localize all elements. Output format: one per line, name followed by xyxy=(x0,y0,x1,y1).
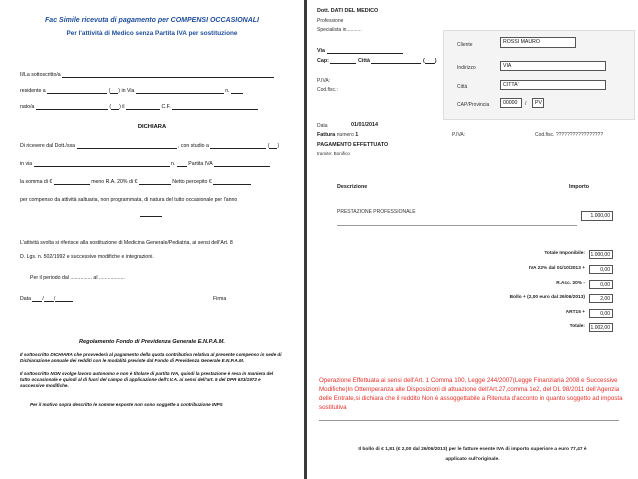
bollo-note-line1: Il bollo di € 1,81 (€ 2,00 dal 26/06/2013) per le fatture esente IVA di importo superiore a euro 77,47 è xyxy=(358,447,587,452)
field-ra[interactable] xyxy=(139,179,171,185)
field-netto[interactable] xyxy=(213,179,251,185)
iva-value[interactable]: 0,00 xyxy=(589,265,613,274)
racc-value[interactable]: 0,00 xyxy=(589,280,613,289)
medico-name: Dott. DATI DEL MEDICO xyxy=(317,8,379,14)
via-row: Via xyxy=(317,48,403,54)
attivita-line2: D. Lgs. n. 502/1992 e successive modifiche e integrazioni. xyxy=(20,254,154,260)
data-value: 01/01/2014 xyxy=(351,122,378,128)
row-residente: residente a ( ) in Via n. xyxy=(20,88,243,94)
racc-label: R.Acc. 20% - xyxy=(556,281,585,286)
totale-label: Totale: xyxy=(569,324,585,329)
cap-label: CAP/Provincia xyxy=(457,102,490,108)
cliente-label: Cliente xyxy=(457,42,473,48)
desc-underline xyxy=(337,225,577,226)
data-label: Data xyxy=(317,123,328,129)
field-somma[interactable] xyxy=(54,179,90,185)
professione: Professione xyxy=(317,18,344,24)
field-data[interactable] xyxy=(55,296,73,302)
field-dott[interactable] xyxy=(77,143,177,149)
provincia-field[interactable]: PV xyxy=(532,98,544,108)
field-data-nascita[interactable] xyxy=(126,104,160,110)
row-nato: nato/a ( ) il C.F. xyxy=(20,104,258,110)
bollo-label: Bollo + (2,00 euro dal 26/06/2013) xyxy=(509,295,585,300)
field-piva[interactable] xyxy=(214,161,270,167)
bollo-note-line2: applicato sull'originale. xyxy=(445,457,500,462)
cap-field[interactable]: 00000 xyxy=(500,98,522,108)
descrizione-header: Descrizione xyxy=(337,184,368,190)
row-ricevere: Di ricevere dal Dott./ssa , con studio a ( ) xyxy=(20,143,280,149)
field-sottoscritto[interactable] xyxy=(62,72,274,78)
fattura-row: Fattura numero 1 xyxy=(317,132,359,138)
row-somma: la somma di € meno R.A. 20% di € Netto percepito € xyxy=(20,179,251,185)
regolamento-p2: Il sottoscritto NON svolge lavoro autonomo e non è titolare di partita IVA, quindi la prestazione è resa in maniera del tutto occasionale e quindi al di fuori del campo di applicazione dell'I.V.A. ai sensi dell'art. 5 del DPR 633/1972 e successive modifiche. xyxy=(20,371,274,388)
row-sottoscritto: Il/La sottoscritto/a xyxy=(20,72,274,78)
left-page xyxy=(0,0,304,479)
tramite: tramite: Bonifico xyxy=(317,151,350,156)
periodo-line: Per il periodo dal ............... al .................. xyxy=(30,275,125,281)
totale-value[interactable]: 1.002,00 xyxy=(589,323,613,332)
field-studio[interactable] xyxy=(210,143,266,149)
field-numero[interactable] xyxy=(231,88,243,94)
row-compenso: per compenso da attività saltuaria, non programmata, di natura del tutto occasionale per l'anno xyxy=(20,197,238,203)
dichiara-heading: DICHIARA xyxy=(137,124,167,130)
cliente-piva: P.IVA: xyxy=(452,132,466,138)
field-via[interactable] xyxy=(136,88,224,94)
importo-header: Importo xyxy=(569,184,590,190)
regolamento-title: Regolamento Fondo di Previdenza Generale E.N.P.A.M. xyxy=(79,339,225,345)
cliente-field[interactable]: ROSSI MAURO xyxy=(500,37,576,48)
cliente-codfisc: Cod.fisc. ????????????????? xyxy=(535,132,604,138)
left-subtitle: Per l'attività di Medico senza Partita IVA per sostituzione xyxy=(66,30,238,37)
iva-label: IVA 22% dal 01/10/2013 + xyxy=(528,266,585,271)
row-data: Data / / xyxy=(20,296,73,302)
indirizzo-field[interactable]: VIA xyxy=(500,61,606,71)
attivita-line1: L'attività svolta si riferisce alla sostituzione di Medicina Generale/Pediatria, ai sensi dell'Art. 8 xyxy=(20,240,233,246)
art15-label: ART15 + xyxy=(565,310,585,315)
field-anno[interactable] xyxy=(140,216,162,217)
totale-imponibile-label: Totale Imponibile: xyxy=(544,251,585,256)
pagamento-effettuato: PAGAMENTO EFFETTUATO xyxy=(317,142,389,148)
field-residente[interactable] xyxy=(47,88,107,94)
field-nato[interactable] xyxy=(36,104,108,110)
citta-field[interactable]: CITTA' xyxy=(500,80,606,90)
field-medico-via[interactable] xyxy=(327,48,403,54)
right-page: Dott. DATI DEL MEDICO Professione Specialista in........... Via Cap: Città ( ) P.IVA: Cod.fisc.: Cliente ROSSI MAURO Indirizzo VIA Città CITTA' CAP/Provincia 00000 / PV Data 01/01/2014 Fattura numero 1 P.IVA: Cod.fisc. ????????????????? PAGAMENTO EFFETTUATO tramite: Bonifico Descrizione Importo PRESTAZIONE PROFESSIONALE 1.000,00 Totale Imponibile: 1.000,00 IVA 22% dal 01/10/2013 + 0,00 R.Acc. 20% - 0,00 Bollo + (2,00 euro dal 26/06/2013) 2,00 ART15 + 0,00 Totale: 1.002,00 Operazione Effettuata ai sensi dell'Art. 1 Comma 100, Legge 244/2007(Legge Finanziaria 2008 e Successive Modifiche)In Ottemperanza alle Disposizioni di attuazione dell'Art.27,comma 1e2, del DL 98/2011 dell'Agenzia delle Entrate,si dichiara che il reddito Non è assoggettabile a Ritenuta d'acconto in quanto soggetto ad imposta sostitutiva Il bollo di € 1,81 (€ 2,00 dal 26/06/2013) per le fatture esente IVA di importo superiore a euro 77,47 è applicato sull'originale. xyxy=(307,0,638,479)
left-title: Fac Simile ricevuta di pagamento per COMPENSI OCCASIONALI xyxy=(45,17,259,24)
note-underline xyxy=(319,420,619,421)
regolamento-p3: Per il motivo sopra descritto le somme esposte non sono soggette a contribuzione INPS xyxy=(30,402,223,407)
regolamento-p1: Il sottoscritto DICHIARA che provvederà al pagamento della quota contributiva relativa al presente compenso in sede di Dichiarazione annuale dei redditi con le modalità previste dal Fondo di Previdenza Generale E.N.P.A.M. xyxy=(20,352,282,363)
totale-imponibile-value[interactable]: 1.000,00 xyxy=(589,250,613,259)
prestazione-desc: PRESTAZIONE PROFESSIONALE xyxy=(337,209,416,215)
field-via2[interactable] xyxy=(34,161,170,167)
specialista: Specialista in........... xyxy=(317,27,362,33)
esenzione-note: Operazione Effettuata ai sensi dell'Art. 1 Comma 100, Legge 244/2007(Legge Finanziaria 2008 e Successive Modifiche)In Ottemperanza alle Disposizioni di attuazione dell'Art.27,comma 1e2, del DL 98/2011 dell'Agenzia delle Entrate,si dichiara che il reddito Non è assoggettabile a Ritenuta d'acconto in quanto soggetto ad imposta sostitutiva xyxy=(319,377,623,411)
cap-row: Cap: Città ( ) xyxy=(317,58,437,64)
bollo-value[interactable]: 2,00 xyxy=(589,294,613,303)
citta-label: Città xyxy=(457,84,468,90)
row-via2: in via n. Partita IVA xyxy=(20,161,270,167)
field-cf[interactable] xyxy=(172,104,258,110)
art15-value[interactable]: 0,00 xyxy=(589,309,613,318)
firma-label: Firma xyxy=(213,296,227,302)
medico-codfisc: Cod.fisc.: xyxy=(317,87,338,93)
prestazione-importo[interactable]: 1.000,00 xyxy=(581,211,613,221)
medico-piva: P.IVA: xyxy=(317,78,331,84)
indirizzo-label: Indirizzo xyxy=(457,65,476,71)
